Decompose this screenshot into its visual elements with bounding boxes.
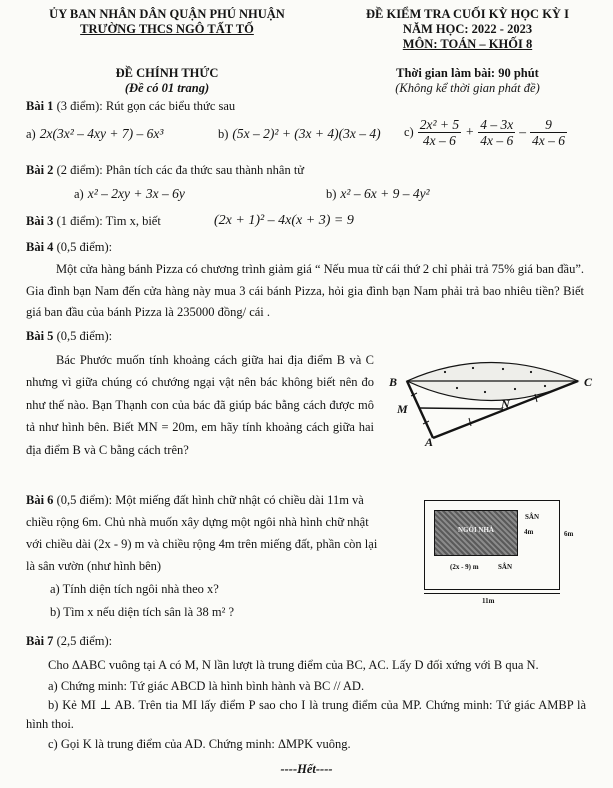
bai3-title: Bài 3 xyxy=(26,214,54,228)
bai5-heading xyxy=(26,329,112,344)
bai1-c-num1: 2x² + 5 xyxy=(419,117,460,132)
exam-title: ĐỀ KIỂM TRA CUỐI KỲ HỌC KỲ I xyxy=(366,7,569,21)
bai1-c-num3: 9 xyxy=(530,117,567,133)
page-count-note: (Đề có 01 trang) xyxy=(124,81,210,95)
land-length-label: 11m xyxy=(482,597,495,605)
bai1-b-expr: (5x – 2)² + (3x + 4)(3x – 4) xyxy=(232,126,381,141)
label-n: N xyxy=(501,397,510,411)
end-mark: ----Hết---- xyxy=(280,762,333,776)
bai4-points: (0,5 điểm): xyxy=(53,240,113,254)
bai6-title: Bài 6 xyxy=(26,493,54,507)
bai6-question-b: b) Tìm x nếu diện tích sân là 38 m² ? xyxy=(50,605,235,619)
label-c: C xyxy=(584,375,593,389)
bai6-figure xyxy=(418,494,598,612)
bai6-line3: với chiều dài (2x - 9) m và chiều rộng 4m trên miếng đất, phần còn lại xyxy=(26,537,378,551)
house-width-label: 4m xyxy=(524,528,534,536)
bai7-points: (2,5 điểm): xyxy=(53,634,113,648)
bai2-title: Bài 2 xyxy=(26,163,54,177)
bai4-text: Một cửa hàng bánh Pizza có chương trình giảm giá “ Nếu mua từ cái thứ 2 chỉ phải trả 75% giá ban đầu”. Gia đình bạn Nam đến cửa hàng này mua 3 cái bánh Pizza, hỏi gia đình bạn Nam phải trả bao nhiêu tiền? Biết giá ban đầu của bánh Pizza là 235000 đồng/ cái . xyxy=(26,262,584,319)
bai6-question-a: a) Tính diện tích ngôi nhà theo x? xyxy=(50,582,219,596)
land-length-arrow xyxy=(424,593,560,594)
bai1-c-den2: 4x – 6 xyxy=(480,133,514,148)
bai2-item-a xyxy=(74,185,185,203)
label-m: M xyxy=(397,402,408,416)
school-year: NĂM HỌC: 2022 - 2023 xyxy=(402,22,533,36)
bai3-heading xyxy=(26,214,161,229)
bai1-c-den3: 4x – 6 xyxy=(532,133,565,148)
bai2-item-b xyxy=(326,185,430,203)
bai5-points: (0,5 điểm): xyxy=(53,329,113,343)
bai1-item-a xyxy=(26,125,163,143)
bai1-title: Bài 1 xyxy=(26,99,54,113)
bai2-heading xyxy=(26,163,304,178)
yard-label-right: SÂN xyxy=(525,513,540,521)
bai5-title: Bài 5 xyxy=(26,329,54,343)
bai7-question-b: b) Kẻ MI ⊥ AB. Trên tia MI lấy điểm P sao cho I là trung điểm của MP. Chứng minh: Tứ giác AMBP là hình thoi. xyxy=(26,698,586,731)
bai3-expr: (2x + 1)² – 4x(x + 3) = 9 xyxy=(214,213,354,228)
bai6-line1 xyxy=(26,493,364,508)
bai7-question-c: c) Gọi K là trung điểm của AD. Chứng minh: ΔMPK vuông. xyxy=(48,737,351,751)
header-school: TRƯỜNG THCS NGÔ TẤT TỐ xyxy=(80,22,254,36)
bai1-heading xyxy=(26,99,235,114)
bai2-a-label: a) xyxy=(74,187,84,201)
line-mn xyxy=(419,408,503,409)
bai1-c-num2: 4 – 3x xyxy=(480,117,514,132)
label-b: B xyxy=(389,375,398,389)
yard-label-bottom: SÂN xyxy=(498,563,513,571)
bai7-question-a: a) Chứng minh: Tứ giác ABCD là hình bình hành và BC // AD. xyxy=(48,679,365,693)
bai1-c-frac2 xyxy=(478,117,515,148)
label-a: A xyxy=(425,435,434,448)
bai2-b-label: b) xyxy=(326,187,337,201)
bai3-points: (1 điểm): Tìm x, biết xyxy=(53,214,161,228)
bai1-a-label: a) xyxy=(26,127,36,141)
bai4-title: Bài 4 xyxy=(26,240,54,254)
time-allowed: Thời gian làm bài: 90 phút xyxy=(396,66,539,80)
bai1-c-frac1 xyxy=(418,117,461,148)
bai5-figure xyxy=(385,348,600,448)
bai4-heading xyxy=(26,240,112,255)
bai7-heading xyxy=(26,634,112,649)
subject-grade: MÔN: TOÁN – KHỐI 8 xyxy=(402,37,533,51)
time-note: (Không kể thời gian phát đề) xyxy=(395,81,540,95)
bai5-text: Bác Phước muốn tính khoảng cách giữa hai địa điểm B và C nhưng vì giữa chúng có chướng ngại vật nên bác không biết nên đo như thế nào. Bạn Thạnh con của bác đã giúp bác bằng cách được mô tả như hình bên. Biết MN = 20m, em hãy tính khoảng cách giữa hai địa điểm B và C bằng cách trên? xyxy=(26,353,374,457)
land-width-label: 6m xyxy=(564,530,574,538)
bai7-intro: Cho ΔABC vuông tại A có M, N lần lượt là trung điểm của BC, AC. Lấy D đối xứng với B qua N. xyxy=(48,658,539,672)
bai2-points: (2 điểm): Phân tích các đa thức sau thành nhân tử xyxy=(53,163,305,177)
header-authority: ỦY BAN NHÂN DÂN QUẬN PHÚ NHUẬN xyxy=(49,7,285,21)
bai1-c-op2: – xyxy=(519,124,526,140)
bai1-a-expr: 2x(3x² – 4xy + 7) – 6x³ xyxy=(39,126,164,141)
bai1-points: (3 điểm): Rút gọn các biểu thức sau xyxy=(53,99,236,113)
bai6-points: (0,5 điểm): Một miếng đất hình chữ nhật có chiều dài 11m và xyxy=(53,493,364,507)
bai1-c-op1: + xyxy=(465,124,475,140)
bai2-b-expr: x² – 6x + 9 – 4y² xyxy=(340,186,430,201)
bai1-item-b xyxy=(218,125,381,143)
bai1-c-frac3 xyxy=(530,117,567,148)
house-label: NGÔI NHÀ xyxy=(458,526,494,534)
bai1-c-den1: 4x – 6 xyxy=(422,133,456,148)
house-length-label: (2x - 9) m xyxy=(450,563,479,571)
official-exam-label: ĐỀ CHÍNH THỨC xyxy=(115,66,219,80)
bai2-a-expr: x² – 2xy + 3x – 6y xyxy=(87,186,185,201)
bai1-b-label: b) xyxy=(218,127,229,141)
bai1-item-c xyxy=(404,117,567,148)
bai7-title: Bài 7 xyxy=(26,634,54,648)
bai6-line4: là sân vườn (như hình bên) xyxy=(26,559,162,573)
bai1-c-label: c) xyxy=(404,125,414,140)
bai6-line2: chiều rộng 6m. Chủ nhà muốn xây dựng một ngôi nhà hình chữ nhật xyxy=(26,515,369,529)
